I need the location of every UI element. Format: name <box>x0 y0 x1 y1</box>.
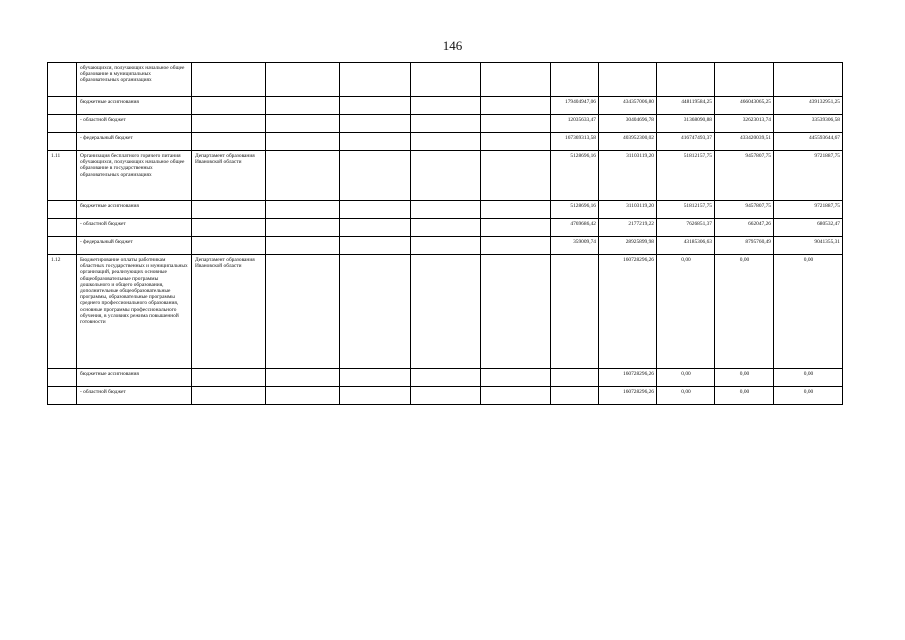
value-year-5: 439132951,25 <box>774 97 843 115</box>
row-executor: Департамент образования Ивановской области <box>192 151 266 201</box>
empty-cell <box>411 151 481 201</box>
empty-cell <box>266 151 340 201</box>
row-executor <box>192 115 266 133</box>
row-name: - областной бюджет <box>77 387 192 405</box>
budget-table <box>47 62 843 405</box>
empty-cell <box>340 115 411 133</box>
value-year-5: 445593644,67 <box>774 133 843 151</box>
empty-cell <box>340 63 411 97</box>
table-row <box>48 63 843 97</box>
empty-cell <box>411 133 481 151</box>
empty-cell <box>411 369 481 387</box>
page-number: 146 <box>442 38 463 53</box>
value-year-1 <box>551 369 599 387</box>
row-index <box>48 369 77 387</box>
table-row <box>48 151 843 201</box>
value-year-1: 167369313,58 <box>551 133 599 151</box>
value-year-1: 5128696,16 <box>551 201 599 219</box>
empty-cell <box>266 63 340 97</box>
empty-cell <box>266 115 340 133</box>
value-year-5: 0,00 <box>774 255 843 369</box>
row-name: Бюджетирование оплаты работникам областных государственных и муниципальных организаций, реализующих основные общеобразовательные программы дошкольного и общего образования, дополнительные общеобразовательные программы, образовательные программы среднего профессионального образования, основные программы профессионального обучения, в условиях режима повышенной готовности <box>77 255 192 369</box>
value-year-5: 0,00 <box>774 369 843 387</box>
row-executor <box>192 97 266 115</box>
table-row <box>48 201 843 219</box>
value-year-2: 31103119,20 <box>599 201 657 219</box>
value-year-3: 7626851,37 <box>657 219 715 237</box>
table-row <box>48 387 843 405</box>
value-year-3: 43185306,63 <box>657 237 715 255</box>
value-year-1: 4769686,42 <box>551 219 599 237</box>
row-name: бюджетные ассигнования <box>77 369 192 387</box>
value-year-3: 448119584,25 <box>657 97 715 115</box>
row-index <box>48 237 77 255</box>
empty-cell <box>411 255 481 369</box>
value-year-3: 51812157,75 <box>657 151 715 201</box>
row-index <box>48 219 77 237</box>
empty-cell <box>481 219 551 237</box>
empty-cell <box>481 387 551 405</box>
value-year-2: 28925899,98 <box>599 237 657 255</box>
empty-cell <box>340 201 411 219</box>
empty-cell <box>340 369 411 387</box>
value-year-5: 0,00 <box>774 387 843 405</box>
row-index: 1.11 <box>48 151 77 201</box>
value-year-5: 9041355,31 <box>774 237 843 255</box>
empty-cell <box>340 237 411 255</box>
value-year-4: 8795760,49 <box>715 237 774 255</box>
table-row <box>48 97 843 115</box>
empty-cell <box>481 97 551 115</box>
empty-cell <box>340 387 411 405</box>
value-year-2: 403952300,02 <box>599 133 657 151</box>
empty-cell <box>411 201 481 219</box>
row-index <box>48 63 77 97</box>
value-year-2: 31103119,20 <box>599 151 657 201</box>
row-executor <box>192 219 266 237</box>
table-row <box>48 219 843 237</box>
row-name: - федеральный бюджет <box>77 237 192 255</box>
row-index <box>48 387 77 405</box>
empty-cell <box>481 201 551 219</box>
value-year-2: 160728296,26 <box>599 255 657 369</box>
row-name: - федеральный бюджет <box>77 133 192 151</box>
value-year-3 <box>657 63 715 97</box>
empty-cell <box>481 63 551 97</box>
row-executor <box>192 201 266 219</box>
empty-cell <box>340 151 411 201</box>
value-year-3: 0,00 <box>657 387 715 405</box>
row-name: - областной бюджет <box>77 219 192 237</box>
value-year-2 <box>599 63 657 97</box>
empty-cell <box>266 255 340 369</box>
row-name: Организация бесплатного горячего питания обучающихся, получающих начальное общее образование в государственных образовательных организациях <box>77 151 192 201</box>
empty-cell <box>266 237 340 255</box>
empty-cell <box>266 219 340 237</box>
value-year-5: 9721887,75 <box>774 151 843 201</box>
empty-cell <box>411 115 481 133</box>
value-year-4: 0,00 <box>715 369 774 387</box>
value-year-5: 680532,47 <box>774 219 843 237</box>
value-year-1: 12035633,47 <box>551 115 599 133</box>
row-executor: Департамент образования Ивановской области <box>192 255 266 369</box>
empty-cell <box>340 97 411 115</box>
row-executor <box>192 369 266 387</box>
value-year-2: 434357006,80 <box>599 97 657 115</box>
row-index <box>48 133 77 151</box>
value-year-2: 160728296,26 <box>599 369 657 387</box>
value-year-4: 0,00 <box>715 387 774 405</box>
empty-cell <box>411 63 481 97</box>
row-index <box>48 97 77 115</box>
empty-cell <box>481 237 551 255</box>
value-year-3: 416747493,37 <box>657 133 715 151</box>
empty-cell <box>266 369 340 387</box>
empty-cell <box>340 219 411 237</box>
value-year-3: 0,00 <box>657 255 715 369</box>
empty-cell <box>266 387 340 405</box>
table-row <box>48 133 843 151</box>
row-name: бюджетные ассигнования <box>77 97 192 115</box>
value-year-5: 33539306,58 <box>774 115 843 133</box>
value-year-1: 5128696,16 <box>551 151 599 201</box>
value-year-1: 179404947,06 <box>551 97 599 115</box>
empty-cell <box>340 133 411 151</box>
value-year-5: 9721887,75 <box>774 201 843 219</box>
empty-cell <box>266 133 340 151</box>
value-year-4: 32623013,74 <box>715 115 774 133</box>
table-row <box>48 237 843 255</box>
empty-cell <box>266 97 340 115</box>
value-year-2: 30404696,78 <box>599 115 657 133</box>
value-year-2: 160728296,26 <box>599 387 657 405</box>
table-row <box>48 369 843 387</box>
empty-cell <box>481 151 551 201</box>
value-year-2: 2177219,22 <box>599 219 657 237</box>
value-year-1 <box>551 63 599 97</box>
empty-cell <box>411 219 481 237</box>
empty-cell <box>481 115 551 133</box>
row-name: бюджетные ассигнования <box>77 201 192 219</box>
empty-cell <box>481 369 551 387</box>
row-executor <box>192 387 266 405</box>
empty-cell <box>481 133 551 151</box>
row-name: обучающихся, получающих начальное общее образование в муниципальных образовательных организациях <box>77 63 192 97</box>
empty-cell <box>411 97 481 115</box>
value-year-3: 51812157,75 <box>657 201 715 219</box>
empty-cell <box>411 237 481 255</box>
row-executor <box>192 237 266 255</box>
value-year-4: 662047,26 <box>715 219 774 237</box>
value-year-1 <box>551 255 599 369</box>
table-row <box>48 115 843 133</box>
row-index <box>48 115 77 133</box>
value-year-1: 359009,74 <box>551 237 599 255</box>
value-year-4: 466043065,25 <box>715 97 774 115</box>
value-year-4: 9457807,75 <box>715 151 774 201</box>
value-year-4: 0,00 <box>715 255 774 369</box>
value-year-1 <box>551 387 599 405</box>
value-year-4: 9457807,75 <box>715 201 774 219</box>
value-year-4: 433420039,51 <box>715 133 774 151</box>
empty-cell <box>411 387 481 405</box>
empty-cell <box>340 255 411 369</box>
empty-cell <box>481 255 551 369</box>
row-name: - областной бюджет <box>77 115 192 133</box>
table-row <box>48 255 843 369</box>
value-year-5 <box>774 63 843 97</box>
row-executor <box>192 63 266 97</box>
value-year-3: 0,00 <box>657 369 715 387</box>
value-year-4 <box>715 63 774 97</box>
row-index <box>48 201 77 219</box>
row-executor <box>192 133 266 151</box>
value-year-3: 31368090,88 <box>657 115 715 133</box>
empty-cell <box>266 201 340 219</box>
row-index: 1.12 <box>48 255 77 369</box>
